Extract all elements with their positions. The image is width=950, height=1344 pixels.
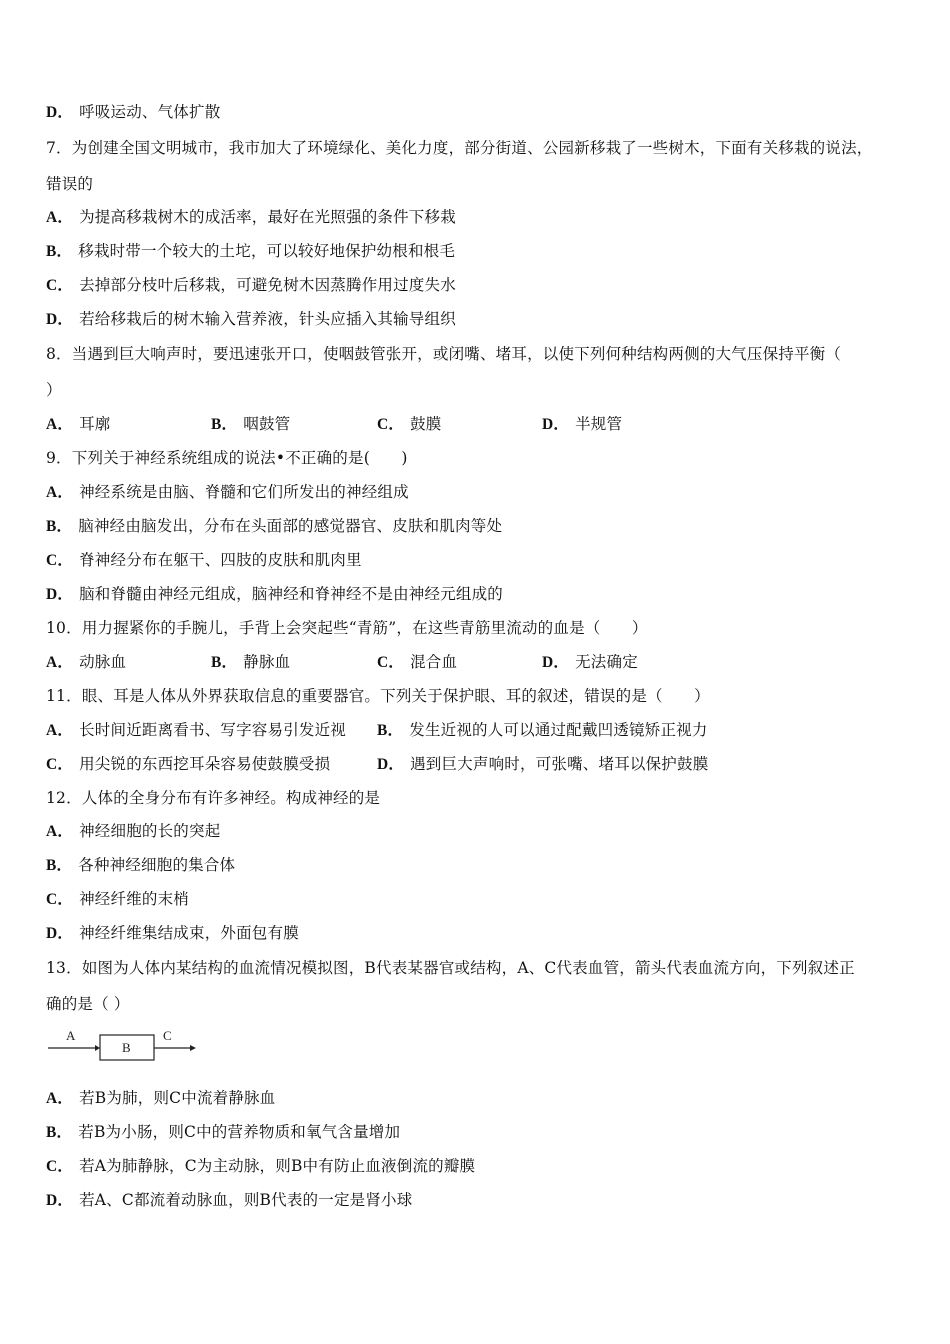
q10-option-c: C． 混合血 bbox=[377, 653, 458, 671]
q11-stem: 11．眼、耳是人体从外界获取信息的重要器官。下列关于保护眼、耳的叙述，错误的是（ ） bbox=[46, 687, 710, 705]
arrow-head-c bbox=[190, 1045, 196, 1051]
diagram-label-a: A bbox=[66, 1028, 76, 1043]
q13-option-a: A． 若B为肺，则C中流着静脉血 bbox=[46, 1089, 276, 1107]
q10-stem: 10．用力握紧你的手腕儿，手背上会突起些“青筋”，在这些青筋里流动的血是（ ） bbox=[46, 619, 648, 637]
q12-option-c: C． 神经纤维的末梢 bbox=[46, 890, 189, 908]
q9-option-c: C． 脊神经分布在躯干、四肢的皮肤和肌肉里 bbox=[46, 551, 362, 569]
q9-option-d: D． 脑和脊髓由神经元组成，脑神经和脊神经不是由神经元组成的 bbox=[46, 585, 503, 603]
q13-stem: 13．如图为人体内某结构的血流情况模拟图，B代表某器官或结构，A、C代表血管，箭头代表血流方向，下列叙述正 bbox=[46, 959, 855, 977]
q7-option-c: C． 去掉部分枝叶后移栽，可避免树木因蒸腾作用过度失水 bbox=[46, 276, 456, 294]
q7-option-b: B． 移栽时带一个较大的土坨，可以较好地保护幼根和根毛 bbox=[46, 242, 456, 260]
q12-stem: 12．人体的全身分布有许多神经。构成神经的是 bbox=[46, 789, 381, 807]
q13-option-b: B． 若B为小肠，则C中的营养物质和氧气含量增加 bbox=[46, 1123, 401, 1141]
q7-option-d: D． 若给移栽后的树木输入营养液，针头应插入其输导组织 bbox=[46, 310, 456, 328]
q11-option-b: B． 发生近视的人可以通过配戴凹透镜矫正视力 bbox=[377, 721, 708, 739]
q7-stem: 7．为创建全国文明城市，我市加大了环境绿化、美化力度，部分街道、公园新移栽了一些树木，下面有关移栽的说法， bbox=[46, 139, 873, 157]
q7-option-a: A． 为提高移栽树木的成活率，最好在光照强的条件下移栽 bbox=[46, 208, 456, 226]
q11-option-a: A． 长时间近距离看书、写字容易引发近视 bbox=[46, 721, 346, 739]
diagram-label-b: B bbox=[122, 1040, 131, 1055]
blood-flow-diagram bbox=[46, 1026, 206, 1066]
q12-option-a: A． 神经细胞的长的突起 bbox=[46, 822, 221, 840]
q9-option-a: A． 神经系统是由脑、脊髓和它们所发出的神经组成 bbox=[46, 483, 409, 501]
q10-option-b: B． 静脉血 bbox=[211, 653, 291, 671]
q8-option-b: B． 咽鼓管 bbox=[211, 415, 291, 433]
q10-options bbox=[46, 652, 906, 672]
q8-stem-cont: ） bbox=[46, 381, 62, 399]
q8-option-a: A． 耳廓 bbox=[46, 415, 111, 433]
q9-stem: 9．下列关于神经系统组成的说法•不正确的是( ) bbox=[46, 449, 408, 467]
q8-options bbox=[46, 414, 906, 434]
q13-option-d: D． 若A、C都流着动脉血，则B代表的一定是肾小球 bbox=[46, 1191, 413, 1209]
arrow-head-a bbox=[95, 1045, 100, 1051]
q11-options-row2 bbox=[46, 754, 906, 774]
q13-option-c: C． 若A为肺静脉，C为主动脉，则B中有防止血液倒流的瓣膜 bbox=[46, 1157, 476, 1175]
q10-option-d: D． 无法确定 bbox=[542, 653, 638, 671]
q12-option-b: B． 各种神经细胞的集合体 bbox=[46, 856, 236, 874]
q11-option-c: C． 用尖锐的东西挖耳朵容易使鼓膜受损 bbox=[46, 755, 331, 773]
q11-options-row1 bbox=[46, 720, 906, 740]
q12-option-d: D． 神经纤维集结成束，外面包有膜 bbox=[46, 924, 299, 942]
q9-option-b: B． 脑神经由脑发出，分布在头面部的感觉器官、皮肤和肌肉等处 bbox=[46, 517, 503, 535]
q7-stem-cont: 错误的 bbox=[46, 175, 94, 193]
q8-option-d: D． 半规管 bbox=[542, 415, 623, 433]
q11-option-d: D． 遇到巨大声响时，可张嘴、堵耳以保护鼓膜 bbox=[377, 755, 709, 773]
q8-stem: 8．当遇到巨大响声时，要迅速张开口，使咽鼓管张开，或闭嘴、堵耳，以使下列何种结构两侧的大气压保持平衡（ bbox=[46, 345, 842, 363]
q10-option-a: A． 动脉血 bbox=[46, 653, 127, 671]
q8-option-c: C． 鼓膜 bbox=[377, 415, 442, 433]
diagram-label-c: C bbox=[163, 1028, 172, 1043]
q13-stem-cont: 确的是（ ） bbox=[46, 995, 130, 1013]
prev-option-d: D． 呼吸运动、气体扩散 bbox=[46, 103, 221, 121]
